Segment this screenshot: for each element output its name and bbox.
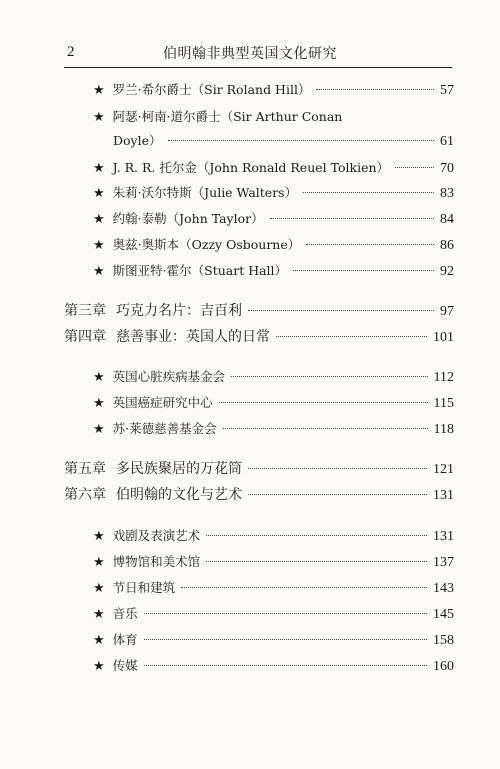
- entry-title: 约翰·泰勒（John Taylor）: [112, 211, 264, 226]
- dot-leader: [306, 244, 434, 245]
- toc-entry-row: [93, 525, 454, 547]
- toc-entry-row: [93, 366, 454, 388]
- dot-leader: [144, 665, 427, 666]
- entry-title: 戏剧及表演艺术: [112, 528, 201, 543]
- entry-title: 阿瑟·柯南·道尔爵士（Sir Arthur Conan: [112, 109, 343, 124]
- dot-leader: [181, 587, 427, 588]
- star-icon: ★: [93, 633, 105, 648]
- page-ref: 112: [433, 370, 454, 385]
- dot-leader: [248, 494, 427, 495]
- page-ref: 97: [440, 304, 454, 319]
- toc-chapter-row: [64, 484, 454, 506]
- entry-title: 英国癌症研究中心: [112, 395, 213, 410]
- page-ref: 158: [433, 633, 454, 648]
- page-ref: 118: [433, 422, 454, 437]
- dot-leader: [206, 561, 427, 562]
- entry-title: 朱莉·沃尔特斯（Julie Walters）: [112, 185, 298, 200]
- star-icon: ★: [93, 659, 105, 674]
- entry-title: 传媒: [112, 658, 138, 673]
- page-ref: 145: [433, 607, 454, 622]
- star-icon: ★: [93, 186, 105, 201]
- page-ref: 83: [440, 186, 454, 201]
- running-title: 伯明翰非典型英国文化研究: [163, 46, 337, 62]
- entry-title: J. R. R. 托尔金（John Ronald Reuel Tolkien）: [112, 160, 390, 175]
- entry-title: 多民族聚居的万花筒: [116, 461, 242, 477]
- dot-leader: [276, 336, 427, 337]
- page-ref: 70: [440, 161, 454, 176]
- toc-entry-row: [93, 655, 454, 677]
- entry-title: 苏·莱德慈善基金会: [112, 421, 217, 436]
- entry-title: 斯图亚特·霍尔（Stuart Hall）: [112, 263, 288, 278]
- star-icon: ★: [93, 161, 105, 176]
- toc-entry-row: [93, 182, 454, 204]
- entry-title: 音乐: [112, 606, 138, 621]
- star-icon: ★: [93, 529, 105, 544]
- dot-leader: [144, 613, 427, 614]
- chapter-number: 第六章: [64, 487, 106, 503]
- star-icon: ★: [93, 555, 105, 570]
- chapter-number: 第四章: [64, 329, 106, 345]
- toc-entry-row: [93, 157, 454, 179]
- star-icon: ★: [93, 370, 105, 385]
- toc-entry-row: [93, 577, 454, 599]
- dot-leader: [168, 140, 434, 141]
- star-icon: ★: [93, 110, 105, 125]
- dot-leader: [303, 192, 434, 193]
- toc-entry-row: [93, 208, 454, 230]
- page-ref: 121: [433, 462, 454, 477]
- toc-entry-row: [93, 629, 454, 651]
- page-ref: 61: [440, 134, 454, 149]
- toc-chapter-row: [64, 458, 454, 480]
- entry-title: 英国心脏疾病基金会: [112, 369, 226, 384]
- page-ref: 143: [433, 581, 454, 596]
- toc-chapter-row: [64, 326, 454, 348]
- page-ref: 57: [440, 83, 454, 98]
- page-ref: 84: [440, 212, 454, 227]
- page-ref: 131: [433, 488, 454, 503]
- entry-title: 慈善事业：英国人的日常: [116, 329, 270, 345]
- toc-entry-row: [93, 260, 454, 282]
- star-icon: ★: [93, 422, 105, 437]
- toc-entry-row: [93, 551, 454, 573]
- entry-title: 罗兰·希尔爵士（Sir Roland Hill）: [112, 82, 311, 97]
- toc-entry-row: [93, 79, 454, 101]
- star-icon: ★: [93, 607, 105, 622]
- star-icon: ★: [93, 264, 105, 279]
- dot-leader: [395, 167, 434, 168]
- chapter-number: 第五章: [64, 461, 106, 477]
- toc-entry-row: [93, 106, 454, 128]
- page-ref: 137: [433, 555, 454, 570]
- entry-title: 巧克力名片：吉百利: [116, 303, 242, 319]
- toc-entry-row: [93, 234, 454, 256]
- dot-leader: [293, 270, 434, 271]
- toc-entry-row: [93, 603, 454, 625]
- page-ref: 92: [440, 264, 454, 279]
- entry-title: 奥兹·奥斯本（Ozzy Osbourne）: [112, 237, 301, 252]
- page-ref: 86: [440, 238, 454, 253]
- star-icon: ★: [93, 238, 105, 253]
- star-icon: ★: [93, 581, 105, 596]
- chapter-number: 第三章: [64, 303, 106, 319]
- star-icon: ★: [93, 212, 105, 227]
- dot-leader: [270, 218, 434, 219]
- dot-leader: [219, 402, 428, 403]
- star-icon: ★: [93, 83, 105, 98]
- page-ref: 160: [433, 659, 454, 674]
- page-number: 2: [67, 44, 75, 60]
- entry-title: 博物馆和美术馆: [112, 554, 201, 569]
- entry-title: 节日和建筑: [112, 580, 176, 595]
- dot-leader: [248, 468, 427, 469]
- toc-chapter-row: [64, 300, 454, 322]
- page-ref: 131: [433, 529, 454, 544]
- dot-leader: [206, 535, 427, 536]
- page-ref: 101: [433, 330, 454, 345]
- entry-title: 体育: [112, 632, 138, 647]
- toc-entry-row: [93, 418, 454, 440]
- entry-title: Doyle）: [113, 133, 162, 148]
- dot-leader: [248, 310, 434, 311]
- toc-entry-row: [113, 130, 454, 152]
- dot-leader: [144, 639, 427, 640]
- page-ref: 115: [433, 396, 454, 411]
- dot-leader: [223, 428, 428, 429]
- dot-leader: [316, 89, 434, 90]
- dot-leader: [231, 376, 427, 377]
- toc-entry-row: [93, 392, 454, 414]
- star-icon: ★: [93, 396, 105, 411]
- entry-title: 伯明翰的文化与艺术: [116, 487, 242, 503]
